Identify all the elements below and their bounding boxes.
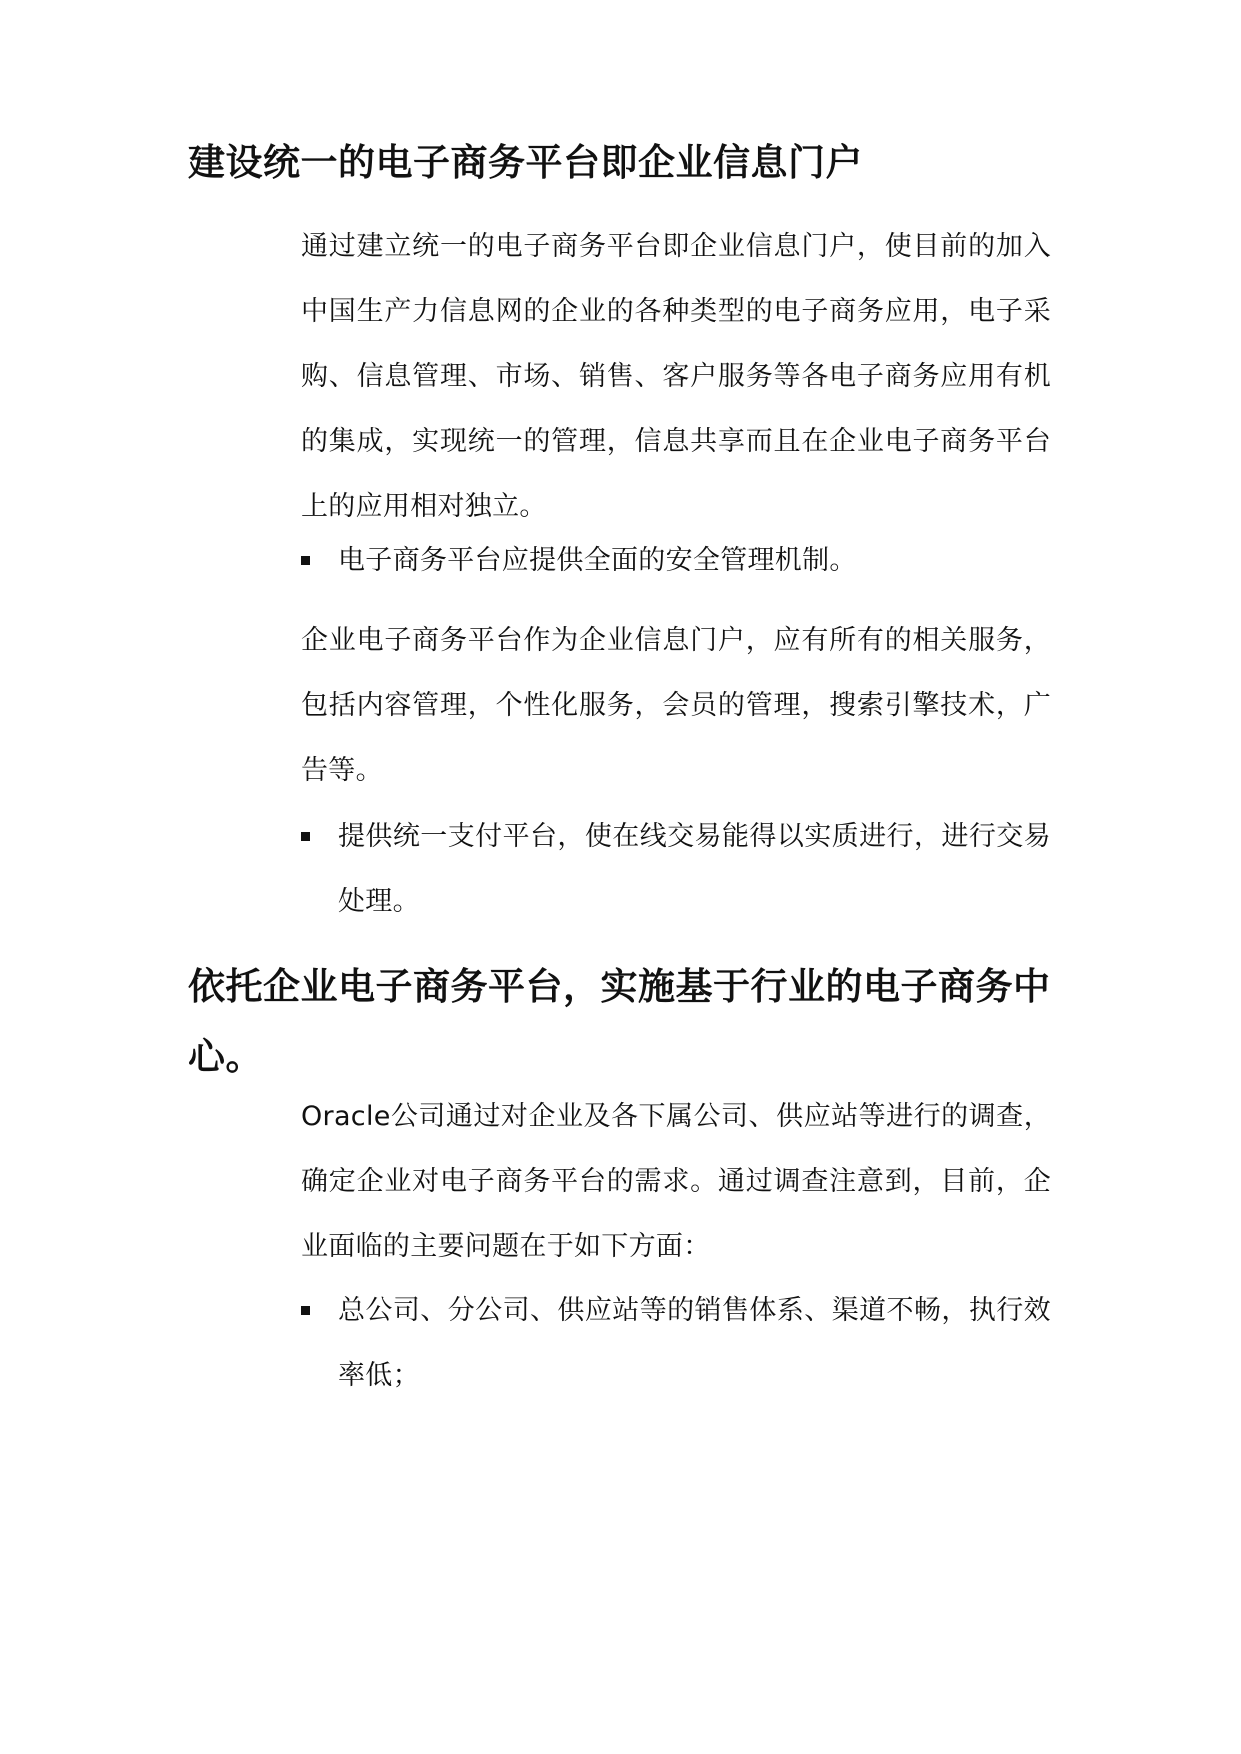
bullet-text: 电子商务平台应提供全面的安全管理机制。 [338,545,857,576]
paragraph-oracle-survey: Oracle公司通过对企业及各下属公司、供应站等进行的调查，确定企业对电子商务平台的需求。通过调查注意到，目前，企业面临的主要问题在于如下方面： [301,1101,1051,1262]
square-bullet-icon [301,832,310,841]
list-item-payment [301,804,1051,934]
list-item-sales-channels [301,1278,1051,1408]
bullet-text: 提供统一支付平台，使在线交易能得以实质进行，进行交易处理。 [338,821,1051,917]
square-bullet-icon [301,1306,310,1315]
bullet-text: 总公司、分公司、供应站等的销售体系、渠道不畅，执行效率低； [338,1295,1051,1391]
square-bullet-icon [301,556,310,565]
list-item-security [301,528,1051,593]
paragraph-platform-intro: 通过建立统一的电子商务平台即企业信息门户，使目前的加入中国生产力信息网的企业的各种类型的电子商务应用，电子采购、信息管理、市场、销售、客户服务等各电子商务应用有机的集成，实现统一的管理，信息共享而且在企业电子商务平台上的应用相对独立。 [301,231,1051,522]
section-heading-industry-center: 依托企业电子商务平台，实施基于行业的电子商务中心。 [188,965,1051,1078]
section-heading-unified-platform: 建设统一的电子商务平台即企业信息门户 [188,141,863,184]
paragraph-portal-services: 企业电子商务平台作为企业信息门户，应有所有的相关服务，包括内容管理，个性化服务，会员的管理，搜索引擎技术，广告等。 [301,625,1051,786]
